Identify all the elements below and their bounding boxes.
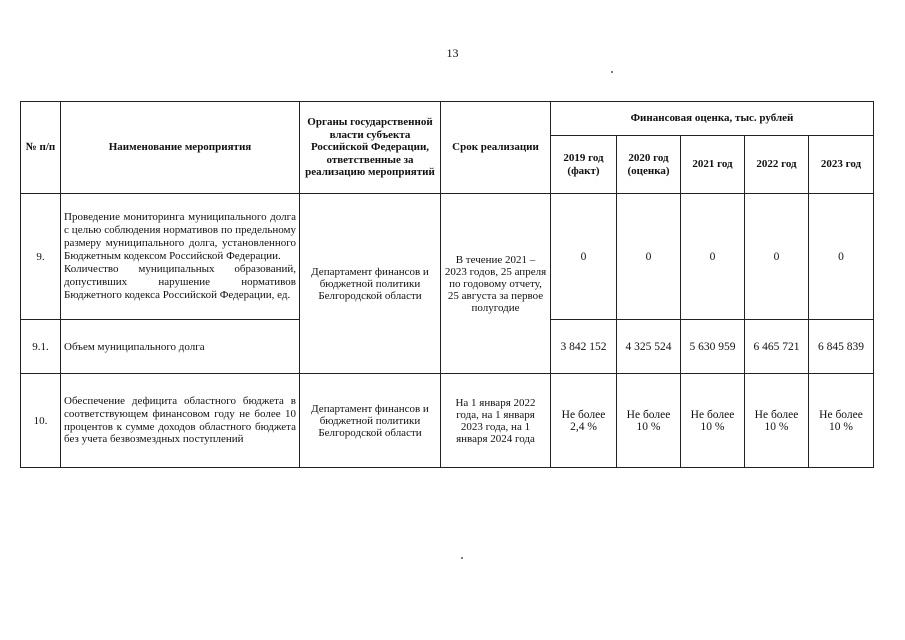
row-name: Объем муниципального долга: [61, 320, 300, 374]
financial-table: [20, 101, 874, 468]
row-name: [61, 194, 300, 320]
table-row: [21, 374, 874, 468]
row-bodies: Департамент финансов и бюджетной политики Белгородской области: [300, 374, 441, 468]
header-year: 2019 год (факт): [551, 136, 617, 194]
header-year: 2023 год: [809, 136, 874, 194]
row-value: Не более 2,4 %: [551, 374, 617, 468]
row-value: 0: [809, 194, 874, 320]
row-value: 4 325 524: [617, 320, 681, 374]
row-value: 6 845 839: [809, 320, 874, 374]
scan-speck: [611, 71, 613, 73]
row-value: 3 842 152: [551, 320, 617, 374]
header-term: Срок реализации: [441, 102, 551, 194]
table-row: [21, 194, 874, 320]
row-value: Не более 10 %: [809, 374, 874, 468]
header-name: Наименование мероприятия: [61, 102, 300, 194]
row-term: На 1 января 2022 года, на 1 января 2023 года, на 1 января 2024 года: [441, 374, 551, 468]
header-year: 2020 год (оценка): [617, 136, 681, 194]
header-num: № п/п: [21, 102, 61, 194]
row-name-part: Проведение мониторинга муниципального долга с целью соблюдения нормативов по предельному размеру муниципального долга, установленного Бюджетным кодексом Российской Федерации.: [64, 211, 296, 263]
header-year: 2022 год: [745, 136, 809, 194]
row-value: Не более 10 %: [681, 374, 745, 468]
row-number: 9.: [21, 194, 61, 320]
row-value: 0: [617, 194, 681, 320]
row-value: 5 630 959: [681, 320, 745, 374]
header-finance: Финансовая оценка, тыс. рублей: [551, 102, 874, 136]
scan-speck: [461, 557, 463, 559]
row-value: 6 465 721: [745, 320, 809, 374]
header-year: 2021 год: [681, 136, 745, 194]
row-name-part: Количество муниципальных образований, допустивших нарушение нормативов Бюджетного кодекса Российской Федерации, ед.: [64, 262, 296, 301]
row-bodies: Департамент финансов и бюджетной политики Белгородской области: [300, 194, 441, 374]
page-number: 13: [446, 46, 459, 60]
row-value: 0: [681, 194, 745, 320]
row-number: 9.1.: [21, 320, 61, 374]
row-name: Обеспечение дефицита областного бюджета в соответствующем финансовом году не более 10 процентов к сумме доходов областного бюджета без учета безвозмездных поступлений: [61, 374, 300, 468]
row-number: 10.: [21, 374, 61, 468]
row-term: В течение 2021 – 2023 годов, 25 апреля по годовому отчету, 25 августа за первое полугодие: [441, 194, 551, 374]
row-value: Не более 10 %: [745, 374, 809, 468]
header-bodies: Органы государственной власти субъекта Российской Федерации, ответственные за реализацию мероприятий: [300, 102, 441, 194]
row-value: 0: [551, 194, 617, 320]
row-value: 0: [745, 194, 809, 320]
row-value: Не более 10 %: [617, 374, 681, 468]
